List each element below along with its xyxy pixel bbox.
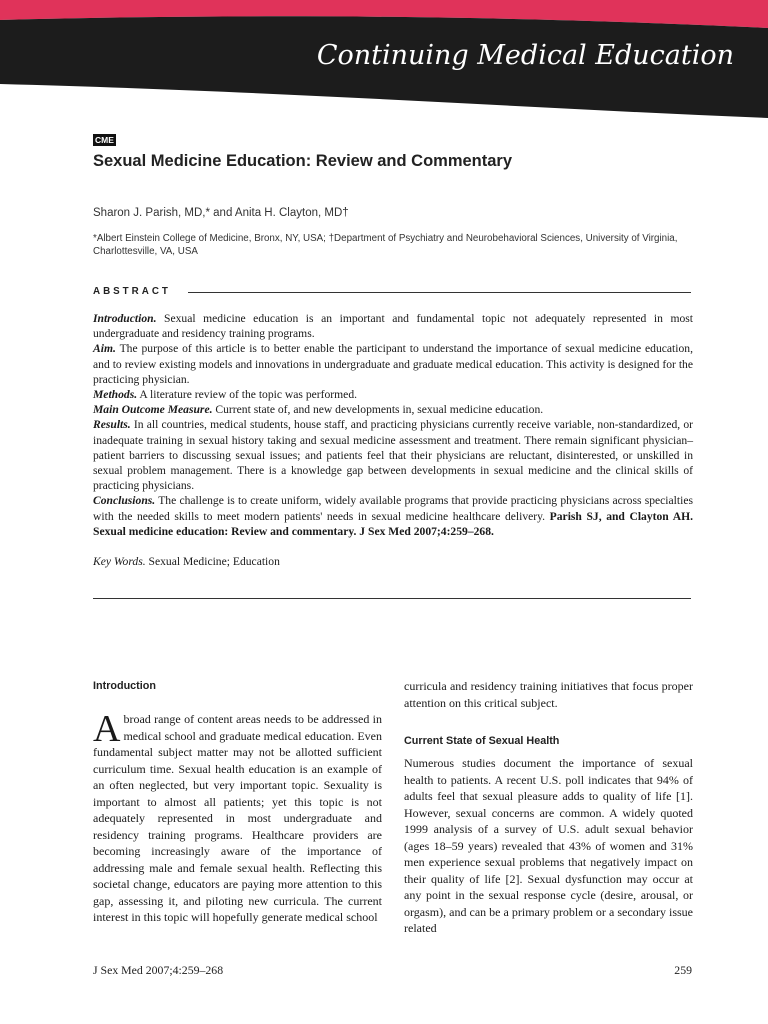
abstract-outcome <box>93 402 693 417</box>
sexual-health-column <box>404 755 693 937</box>
abstract-citation: Parish SJ, and Clayton AH. Sexual medicine education: Review and commentary. J Sex Med 2007;4:259–268. <box>93 509 693 538</box>
abstract-aim-label: Aim. <box>93 342 116 356</box>
abstract-results-label: Results. <box>93 418 131 432</box>
abstract-body <box>93 311 693 539</box>
abstract-conclusions-label: Conclusions. <box>93 494 156 508</box>
abstract-heading: ABSTRACT <box>93 286 171 297</box>
author-list: Sharon J. Parish, MD,* and Anita H. Clayton, MD† <box>93 207 349 219</box>
abstract-methods <box>93 387 693 402</box>
keywords-label: Key Words. <box>93 555 146 568</box>
article-title: Sexual Medicine Education: Review and Commentary <box>93 152 513 170</box>
abstract-outcome-label: Main Outcome Measure. <box>93 403 213 417</box>
footer-page-number: 259 <box>674 963 692 977</box>
abstract-rule <box>188 292 691 293</box>
cme-badge: CME <box>95 135 114 145</box>
abstract-conclusions-text: The challenge is to create uniform, widely available programs that provide practicing physicians across specialties with the needed skills to meet modern patients' needs in sexual medicine healthcare delivery. <box>93 494 693 523</box>
abstract-conclusions <box>93 493 693 539</box>
journal-section-title: Continuing Medical Education <box>316 40 734 71</box>
introduction-text: broad range of content areas needs to be addressed in medical school and graduate medical education. Even fundamental subject matter may not be allotted sufficient curriculum time. Sexual health education is an example of an often neglected, but very important topic. Sexuality is important to almost all patients; yet this topic is not adequately represented in most undergraduate and residency training programs. Healthcare providers are becoming increasingly aware of the importance of addressing male and female sexual health. Reflecting this societal change, educators are paying more attention to this gap, assessing it, and piloting new curricula. The current interest in this topic will hopefully generate medical school <box>93 712 382 924</box>
abstract-methods-text: A literature review of the topic was performed. <box>139 388 358 402</box>
footer-journal-reference: J Sex Med 2007;4:259–268 <box>93 963 224 977</box>
abstract-introduction-text: Sexual medicine education is an important and fundamental topic not adequately represented in most undergraduate and residency training programs. <box>93 312 693 341</box>
keywords-text: Sexual Medicine; Education <box>148 555 280 568</box>
keywords <box>93 555 280 568</box>
abstract-end-rule <box>93 598 691 599</box>
abstract-introduction-label: Introduction. <box>93 312 157 325</box>
abstract-results-text: In all countries, medical students, house staff, and practicing physicians currently receive variable, non-standardized, or inadequate training in sexual history taking and sexual medicine assessment and treatment. There remain significant physician–patient barriers to discussing sexual issues; and patients feel that their physicians are reluctant, disinterested, or unskilled in sexual problem management. There is a knowledge gap between developments in sexual medicine and the clinical skills of practicing physicians. <box>93 418 693 493</box>
introduction-continued-text: curricula and residency training initiatives that focus proper attention on this critical subject. <box>404 679 693 710</box>
sexual-health-heading: Current State of Sexual Health <box>404 735 560 747</box>
abstract-outcome-text: Current state of, and new developments in, sexual medicine education. <box>215 403 544 417</box>
abstract-aim <box>93 341 693 387</box>
affiliations: *Albert Einstein College of Medicine, Bronx, NY, USA; †Department of Psychiatry and Neurobehavioral Sciences, University of Virginia, Charlottesville, VA, USA <box>93 233 678 257</box>
introduction-column <box>93 708 382 926</box>
sexual-health-text: Numerous studies document the importance of sexual health to patients. A recent U.S. poll indicates that 94% of adults feel that sexual pleasure adds to quality of life [1]. However, sexual concerns are common. A widely quoted 1999 analysis of a survey of U.S. adult sexual behavior (ages 18–59 years) revealed that 43% of women and 31% men experience sexual problems that negatively impact on their quality of life [2]. Sexual dysfunction may occur at any point in the sexual response cycle (desire, arousal, or orgasm), and can be a primary problem or a secondary issue related <box>404 756 693 935</box>
abstract-introduction <box>93 311 693 341</box>
abstract-aim-text: The purpose of this article is to better enable the participant to understand the importance of sexual medicine education, and to review existing models and innovations in undergraduate and graduate medical education. This activity is designed for the practicing physician. <box>93 342 693 386</box>
introduction-heading: Introduction <box>93 680 156 692</box>
introduction-continued-column <box>404 678 693 711</box>
dropcap-letter: A <box>93 708 121 750</box>
abstract-results <box>93 417 693 493</box>
abstract-methods-label: Methods. <box>93 388 138 402</box>
